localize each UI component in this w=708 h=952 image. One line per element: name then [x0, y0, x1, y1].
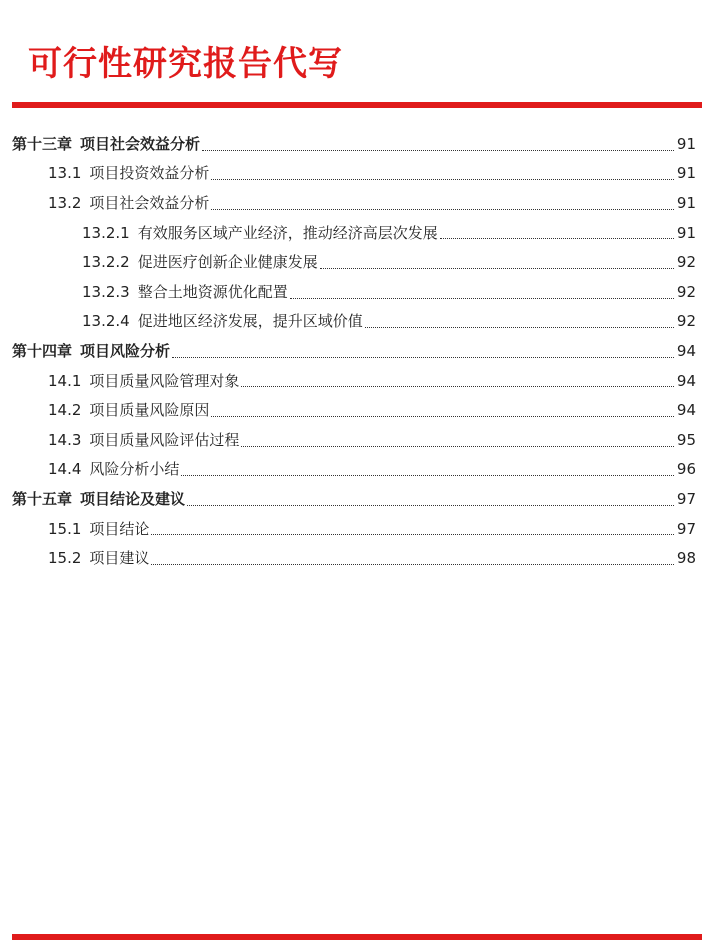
- toc-leader-dots: [187, 504, 674, 506]
- toc-page-number: 92: [676, 282, 696, 301]
- toc-entry-title: 项目质量风险管理对象: [89, 371, 240, 390]
- toc-entry-title: 项目结论: [89, 519, 150, 538]
- toc-entry-label: [12, 134, 200, 154]
- toc-page-number: 91: [676, 164, 696, 183]
- toc-entry[interactable]: [0, 247, 708, 277]
- toc-entry-title: 项目质量风险评估过程: [89, 430, 240, 449]
- toc-entry-number: 14.4: [48, 460, 82, 479]
- toc-page-number: 97: [676, 489, 696, 508]
- table-of-contents: [0, 129, 708, 573]
- toc-entry-label: [48, 193, 209, 213]
- toc-page-number: 94: [676, 401, 696, 420]
- toc-entry-label: [48, 459, 179, 479]
- toc-leader-dots: [440, 237, 674, 239]
- toc-leader-dots: [365, 326, 674, 328]
- toc-leader-dots: [211, 208, 674, 210]
- toc-entry-title: 项目风险分析: [80, 341, 171, 360]
- toc-entry-title: 项目建议: [89, 549, 150, 568]
- toc-page-number: 98: [676, 549, 696, 568]
- toc-entry-title: 促进地区经济发展，提升区域价值: [137, 312, 363, 331]
- toc-leader-dots: [290, 297, 674, 299]
- toc-entry-number: 第十三章: [12, 134, 73, 153]
- toc-leader-dots: [211, 178, 674, 180]
- toc-entry-title: 项目社会效益分析: [80, 134, 201, 153]
- toc-entry-number: 13.2.1: [82, 223, 130, 242]
- footer-divider: [12, 934, 702, 940]
- toc-entry[interactable]: [0, 395, 708, 425]
- toc-page-number: 94: [676, 371, 696, 390]
- toc-entry-number: 第十四章: [12, 341, 73, 360]
- toc-leader-dots: [151, 533, 674, 535]
- toc-page-number: 96: [676, 460, 696, 479]
- toc-entry-title: 项目结论及建议: [80, 489, 186, 508]
- toc-entry[interactable]: [0, 188, 708, 218]
- toc-entry[interactable]: [0, 159, 708, 189]
- toc-entry[interactable]: [0, 543, 708, 573]
- page-title: 可行性研究报告代写: [28, 44, 343, 84]
- toc-page-number: 97: [676, 519, 696, 538]
- toc-entry[interactable]: [0, 277, 708, 307]
- toc-entry-label: [48, 519, 149, 539]
- toc-entry-number: 13.2.4: [82, 312, 130, 331]
- toc-entry-label: [82, 223, 438, 243]
- toc-entry[interactable]: [0, 307, 708, 337]
- toc-entry-number: 14.2: [48, 401, 82, 420]
- toc-leader-dots: [181, 474, 674, 476]
- toc-entry-title: 风险分析小结: [89, 460, 180, 479]
- toc-page-number: 92: [676, 312, 696, 331]
- toc-entry-title: 整合土地资源优化配置: [137, 282, 288, 301]
- toc-entry-number: 第十五章: [12, 489, 73, 508]
- toc-entry-number: 15.2: [48, 549, 82, 568]
- toc-entry-label: [48, 371, 239, 391]
- toc-entry-number: 13.1: [48, 164, 82, 183]
- toc-entry-number: 13.2.3: [82, 282, 130, 301]
- toc-entry-label: [82, 311, 363, 331]
- toc-entry-number: 14.1: [48, 371, 82, 390]
- toc-entry-title: 促进医疗创新企业健康发展: [137, 253, 318, 272]
- toc-entry-label: [82, 282, 288, 302]
- toc-leader-dots: [211, 415, 674, 417]
- toc-entry[interactable]: [0, 514, 708, 544]
- toc-entry-title: 项目质量风险原因: [89, 401, 210, 420]
- toc-leader-dots: [241, 445, 674, 447]
- toc-entry-title: 有效服务区域产业经济，推动经济高层次发展: [137, 223, 438, 242]
- toc-entry[interactable]: [0, 455, 708, 485]
- toc-leader-dots: [320, 267, 674, 269]
- toc-entry-label: [12, 489, 185, 509]
- toc-entry-title: 项目社会效益分析: [89, 193, 210, 212]
- toc-entry[interactable]: [0, 336, 708, 366]
- toc-leader-dots: [151, 563, 674, 565]
- header-divider: [12, 102, 702, 108]
- toc-page-number: 91: [676, 223, 696, 242]
- toc-entry-title: 项目投资效益分析: [89, 164, 210, 183]
- toc-page-number: 91: [676, 134, 696, 153]
- toc-entry-label: [48, 163, 209, 183]
- toc-entry[interactable]: [0, 366, 708, 396]
- toc-entry-number: 14.3: [48, 430, 82, 449]
- toc-entry-label: [48, 430, 239, 450]
- toc-leader-dots: [241, 385, 674, 387]
- toc-entry-number: 13.2: [48, 193, 82, 212]
- toc-page-number: 94: [676, 341, 696, 360]
- toc-entry[interactable]: [0, 218, 708, 248]
- toc-entry[interactable]: [0, 129, 708, 159]
- toc-page-number: 95: [676, 430, 696, 449]
- toc-entry-label: [82, 252, 318, 272]
- toc-entry-label: [48, 400, 209, 420]
- toc-entry[interactable]: [0, 425, 708, 455]
- toc-leader-dots: [202, 149, 674, 151]
- toc-page-number: 92: [676, 253, 696, 272]
- toc-entry[interactable]: [0, 484, 708, 514]
- toc-entry-label: [12, 341, 170, 361]
- toc-entry-number: 13.2.2: [82, 253, 130, 272]
- toc-entry-label: [48, 548, 149, 568]
- toc-leader-dots: [172, 356, 674, 358]
- toc-entry-number: 15.1: [48, 519, 82, 538]
- toc-page-number: 91: [676, 193, 696, 212]
